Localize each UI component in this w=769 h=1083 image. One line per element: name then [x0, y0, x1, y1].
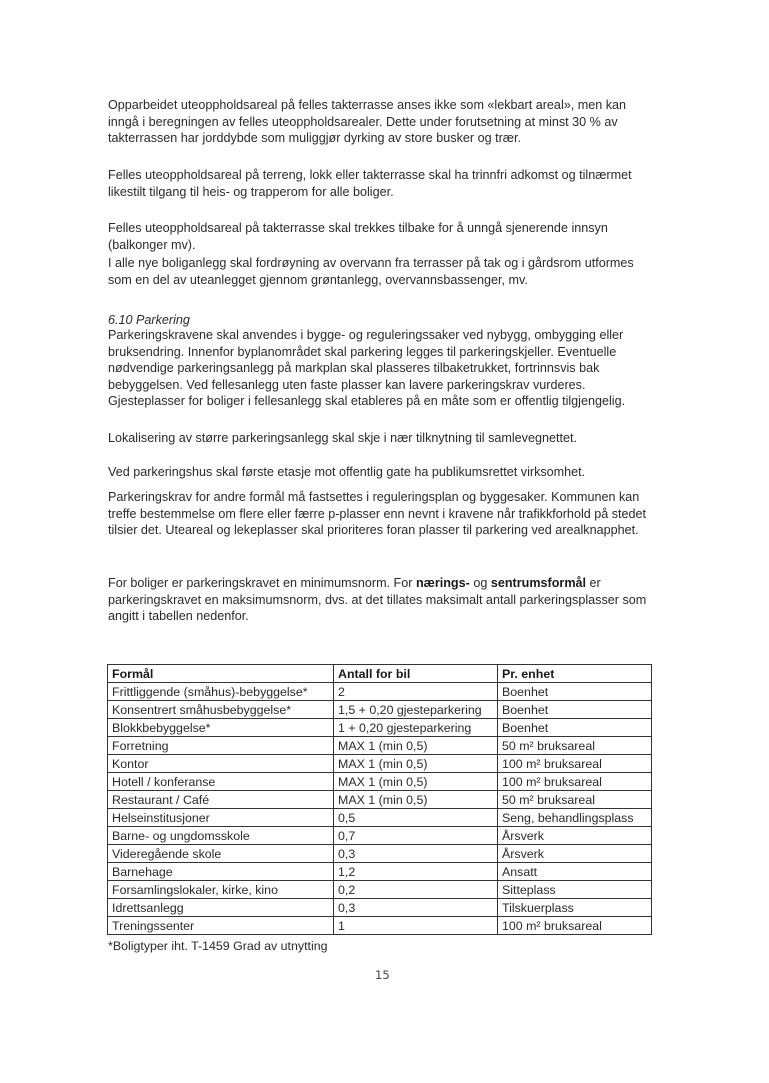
table-row [108, 737, 652, 755]
section-heading: 6.10 Parkering [108, 313, 190, 327]
paragraph-trinnfri-adkomst: Felles uteoppholdsareal på terreng, lokk eller takterrasse skal ha trinnfri adkomst og tilnærmet likestilt tilgang til heis- og trapperom for alle boliger. [108, 168, 632, 199]
parking-table [107, 664, 652, 935]
cell-antall: MAX 1 (min 0,5) [334, 773, 498, 791]
table-row [108, 701, 652, 719]
table-footnote: *Boligtyper iht. T-1459 Grad av utnytting [108, 939, 328, 953]
cell-enhet: 50 m² bruksareal [498, 737, 652, 755]
cell-antall: 1 + 0,20 gjesteparkering [334, 719, 498, 737]
bold-naerings: nærings- [415, 576, 470, 590]
cell-formal: Barne- og ungdomsskole [108, 827, 334, 845]
cell-antall: 0,3 [334, 899, 498, 917]
paragraph-andre-formal: Parkeringskrav for andre formål må fastsettes i reguleringsplan og byggesaker. Kommunen kan treffe bestemmelse om flere eller færre p-plasser enn nevnt i kravene når trafikkforhold på stedet tilsier det. Uteareal og lekeplasser skal prioriteres foran plasser til parkering ved arealknapphet. [108, 490, 647, 538]
table-row [108, 827, 652, 845]
cell-antall: 2 [334, 683, 498, 701]
cell-enhet: 50 m² bruksareal [498, 791, 652, 809]
cell-formal: Blokkbebyggelse* [108, 719, 334, 737]
cell-enhet: 100 m² bruksareal [498, 773, 652, 791]
table-row [108, 899, 652, 917]
cell-antall: MAX 1 (min 0,5) [334, 791, 498, 809]
table-row [108, 773, 652, 791]
table-row [108, 881, 652, 899]
cell-enhet: Sitteplass [498, 881, 652, 899]
table-row [108, 917, 652, 935]
header-antall: Antall for bil [334, 665, 498, 683]
cell-formal: Barnehage [108, 863, 334, 881]
cell-antall: 1,5 + 0,20 gjesteparkering [334, 701, 498, 719]
cell-enhet: Årsverk [498, 827, 652, 845]
cell-antall: 1,2 [334, 863, 498, 881]
cell-formal: Restaurant / Café [108, 791, 334, 809]
cell-antall: 0,3 [334, 845, 498, 863]
cell-enhet: Seng, behandlingsplass [498, 809, 652, 827]
cell-formal: Idrettsanlegg [108, 899, 334, 917]
header-enhet: Pr. enhet [498, 665, 652, 683]
paragraph-parkeringskrav: Parkeringskravene skal anvendes i bygge- og reguleringssaker ved nybygg, ombygging eller bruksendring. Innenfor byplanområdet skal parkering legges til parkeringskjeller. Eventuelle nødvendige parkeringsanlegg på markplan skal plasseres tilbaketrukket, fortrinnsvis bak bebyggelsen. Ved fellesanlegg uten faste plasser kan lavere parkeringskrav vurderes. Gjesteplasser for boliger i fellesanlegg skal etableres på en måte som er offentlig tilgjengelig. [108, 328, 626, 409]
table-row [108, 755, 652, 773]
cell-formal: Hotell / konferanse [108, 773, 334, 791]
cell-formal: Forretning [108, 737, 334, 755]
table-header-row [108, 665, 652, 683]
paragraph-takterrasse-areal: Opparbeidet uteoppholdsareal på felles takterrasse anses ikke som «lekbart areal», men kan inngå i beregningen av felles uteoppholdsarealer. Dette under forutsetning at minst 30 % av takterrassen har jorddybde som muliggjør dyrking av store busker og trær. [108, 98, 627, 146]
cell-enhet: Boenhet [498, 719, 652, 737]
table-row [108, 683, 652, 701]
cell-formal: Frittliggende (småhus)-bebyggelse* [108, 683, 334, 701]
cell-formal: Kontor [108, 755, 334, 773]
cell-formal: Forsamlingslokaler, kirke, kino [108, 881, 334, 899]
paragraph-overvann: I alle nye boliganlegg skal fordrøyning av overvann fra terrasser på tak og i gårdsrom utformes som en del av uteanlegget gjennom grøntanlegg, overvannsbassenger, mv. [108, 256, 634, 287]
page-number: 15 [375, 968, 390, 982]
paragraph-parkeringshus: Ved parkeringshus skal første etasje mot offentlig gate ha publikumsrettet virksomhet. [108, 465, 586, 479]
cell-antall: 0,5 [334, 809, 498, 827]
cell-formal: Helseinstitusjoner [108, 809, 334, 827]
cell-antall: MAX 1 (min 0,5) [334, 737, 498, 755]
cell-enhet: 100 m² bruksareal [498, 917, 652, 935]
table-row [108, 863, 652, 881]
paragraph-lokalisering: Lokalisering av større parkeringsanlegg skal skje i nær tilknytning til samlevegnettet. [108, 431, 577, 445]
table-row [108, 719, 652, 737]
cell-enhet: Ansatt [498, 863, 652, 881]
paragraph-innsyn: Felles uteoppholdsareal på takterrasse skal trekkes tilbake for å unngå sjenerende innsyn (balkonger mv). [108, 221, 608, 252]
cell-enhet: Årsverk [498, 845, 652, 863]
bold-sentrumsformal: sentrumsformål [490, 576, 587, 590]
cell-enhet: 100 m² bruksareal [498, 755, 652, 773]
cell-antall: MAX 1 (min 0,5) [334, 755, 498, 773]
cell-antall: 0,2 [334, 881, 498, 899]
cell-formal: Konsentrert småhusbebyggelse* [108, 701, 334, 719]
cell-formal: Videregående skole [108, 845, 334, 863]
cell-antall: 1 [334, 917, 498, 935]
table-row [108, 809, 652, 827]
cell-formal: Treningssenter [108, 917, 334, 935]
cell-antall: 0,7 [334, 827, 498, 845]
paragraph-norm: For boliger er parkeringskravet en minimumsnorm. For nærings- og sentrumsformål er parkeringskravet en maksimumsnorm, dvs. at det tillates maksimalt antall parkeringsplasser som angitt i tabellen nedenfor. [108, 576, 647, 624]
cell-enhet: Tilskuerplass [498, 899, 652, 917]
cell-enhet: Boenhet [498, 701, 652, 719]
table-row [108, 791, 652, 809]
cell-enhet: Boenhet [498, 683, 652, 701]
header-formal: Formål [108, 665, 334, 683]
table-row [108, 845, 652, 863]
